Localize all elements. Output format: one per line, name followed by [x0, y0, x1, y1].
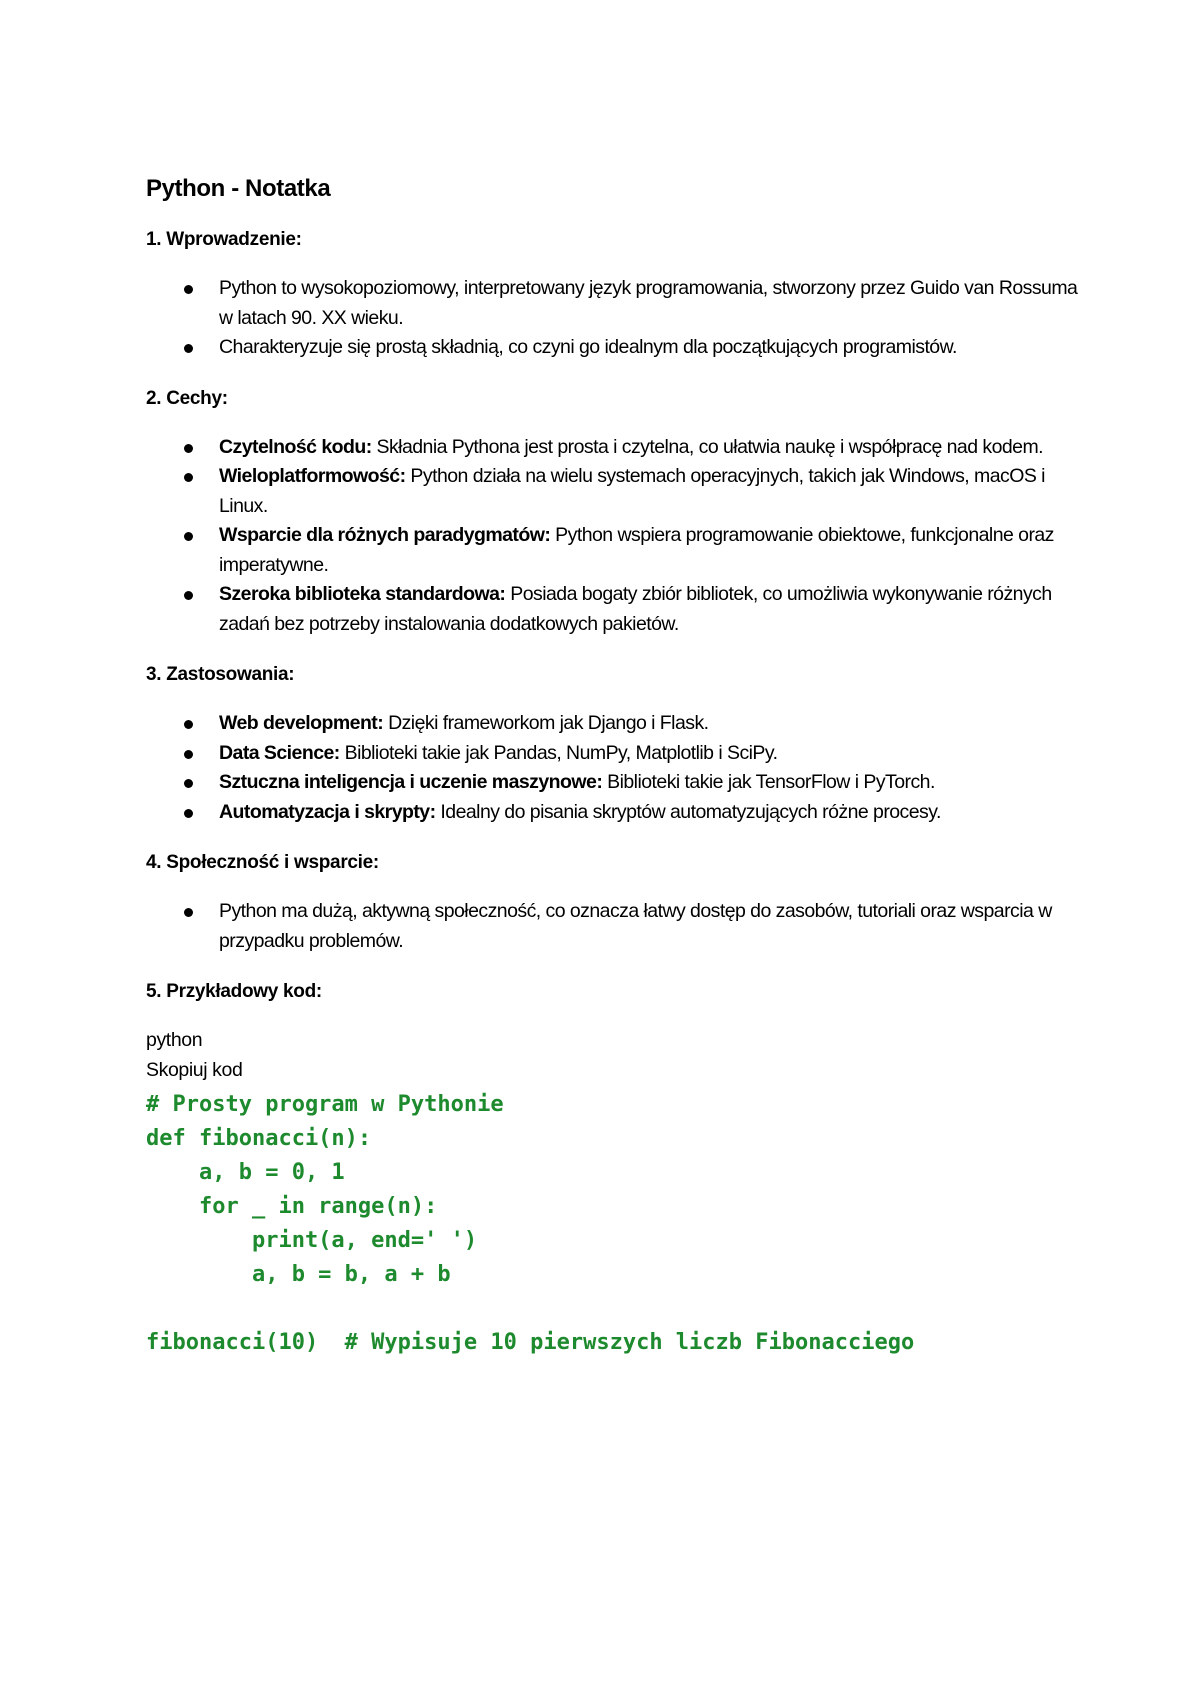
bullet-icon [184, 532, 193, 541]
item-label: Sztuczna inteligencja i uczenie maszynowe: [219, 771, 603, 793]
list-item [146, 768, 1080, 798]
bullet-icon [184, 908, 193, 917]
list-item [146, 274, 1080, 333]
list-item [146, 739, 1080, 769]
code-line: # Prosty program w Pythonie [146, 1092, 504, 1117]
item-label: Szeroka biblioteka standardowa: [219, 583, 506, 605]
item-text: Biblioteki takie jak TensorFlow i PyTorch. [602, 771, 935, 793]
bullet-list [146, 433, 1080, 640]
section-introduction [146, 226, 1080, 363]
bullet-icon [184, 591, 193, 600]
item-label: Data Science: [219, 741, 340, 764]
section-example-code [146, 978, 1080, 1360]
bullet-icon [184, 750, 193, 759]
section-heading: 1. Wprowadzenie: [146, 229, 302, 250]
bullet-list [146, 274, 1080, 363]
bullet-list [146, 897, 1080, 956]
list-item [146, 897, 1080, 956]
code-line: a, b = b, a + b [146, 1262, 451, 1287]
list-item [146, 433, 1080, 463]
section-heading: 2. Cechy: [146, 387, 228, 409]
section-heading: 5. Przykładowy kod: [146, 981, 322, 1002]
item-text: Charakteryzuje się prostą składnią, co czyni go idealnym dla początkujących programistów. [219, 336, 957, 358]
list-item [146, 333, 1080, 363]
document-title: Python - Notatka [146, 175, 331, 202]
bullet-icon [184, 779, 193, 788]
item-label: Wieloplatformowość: [219, 465, 406, 487]
section-features [146, 385, 1080, 640]
item-text: Posiada bogaty zbiór bibliotek, co umożliwia wykonywanie różnych zadań bez potrzeby instalowania dodatkowych pakietów. [219, 583, 1052, 635]
code-line: print(a, end=' ') [146, 1228, 478, 1253]
section-community [146, 849, 1080, 956]
item-text: Python wspiera programowanie obiektowe, funkcjonalne oraz imperatywne. [219, 524, 1054, 576]
bullet-icon [184, 285, 193, 294]
list-item [146, 521, 1080, 580]
item-text: Python działa na wielu systemach operacyjnych, takich jak Windows, macOS i Linux. [219, 465, 1045, 517]
bullet-icon [184, 473, 193, 482]
bullet-icon [184, 720, 193, 729]
item-label: Czytelność kodu: [219, 435, 372, 458]
item-text: Biblioteki takie jak Pandas, NumPy, Matplotlib i SciPy. [339, 741, 778, 764]
bullet-icon [184, 344, 193, 353]
code-line [146, 1292, 1080, 1326]
copy-code-button[interactable]: Skopiuj kod [146, 1058, 243, 1081]
code-line: for _ in range(n): [146, 1194, 438, 1219]
list-item [146, 580, 1080, 639]
bullet-list [146, 709, 1080, 827]
item-label: Automatyzacja i skrypty: [219, 800, 436, 823]
section-heading: 4. Społeczność i wsparcie: [146, 852, 379, 873]
section-applications [146, 661, 1080, 827]
section-heading: 3. Zastosowania: [146, 664, 295, 685]
list-item [146, 798, 1080, 828]
item-text: Dzięki frameworkom jak Django i Flask. [383, 712, 709, 734]
bullet-icon [184, 444, 193, 453]
item-label: Wsparcie dla różnych paradygmatów: [219, 524, 551, 546]
bullet-icon [184, 809, 193, 818]
item-text: Idealny do pisania skryptów automatyzujących różne procesy. [435, 800, 941, 823]
code-line: fibonacci(10) # Wypisuje 10 pierwszych liczb Fibonacciego [146, 1330, 915, 1355]
item-label: Web development: [219, 712, 384, 734]
code-language-label: python [146, 1029, 203, 1051]
code-line: def fibonacci(n): [146, 1126, 372, 1151]
code-line: a, b = 0, 1 [146, 1160, 345, 1185]
list-item [146, 462, 1080, 521]
list-item [146, 709, 1080, 739]
code-block [146, 1088, 1080, 1360]
item-text: Składnia Pythona jest prosta i czytelna, co ułatwia naukę i współpracę nad kodem. [371, 435, 1044, 458]
item-text: Python to wysokopoziomowy, interpretowany język programowania, stworzony przez Guido van Rossuma w latach 90. XX wieku. [219, 277, 1078, 329]
item-text: Python ma dużą, aktywną społeczność, co oznacza łatwy dostęp do zasobów, tutoriali oraz wsparcia w przypadku problemów. [219, 900, 1052, 952]
